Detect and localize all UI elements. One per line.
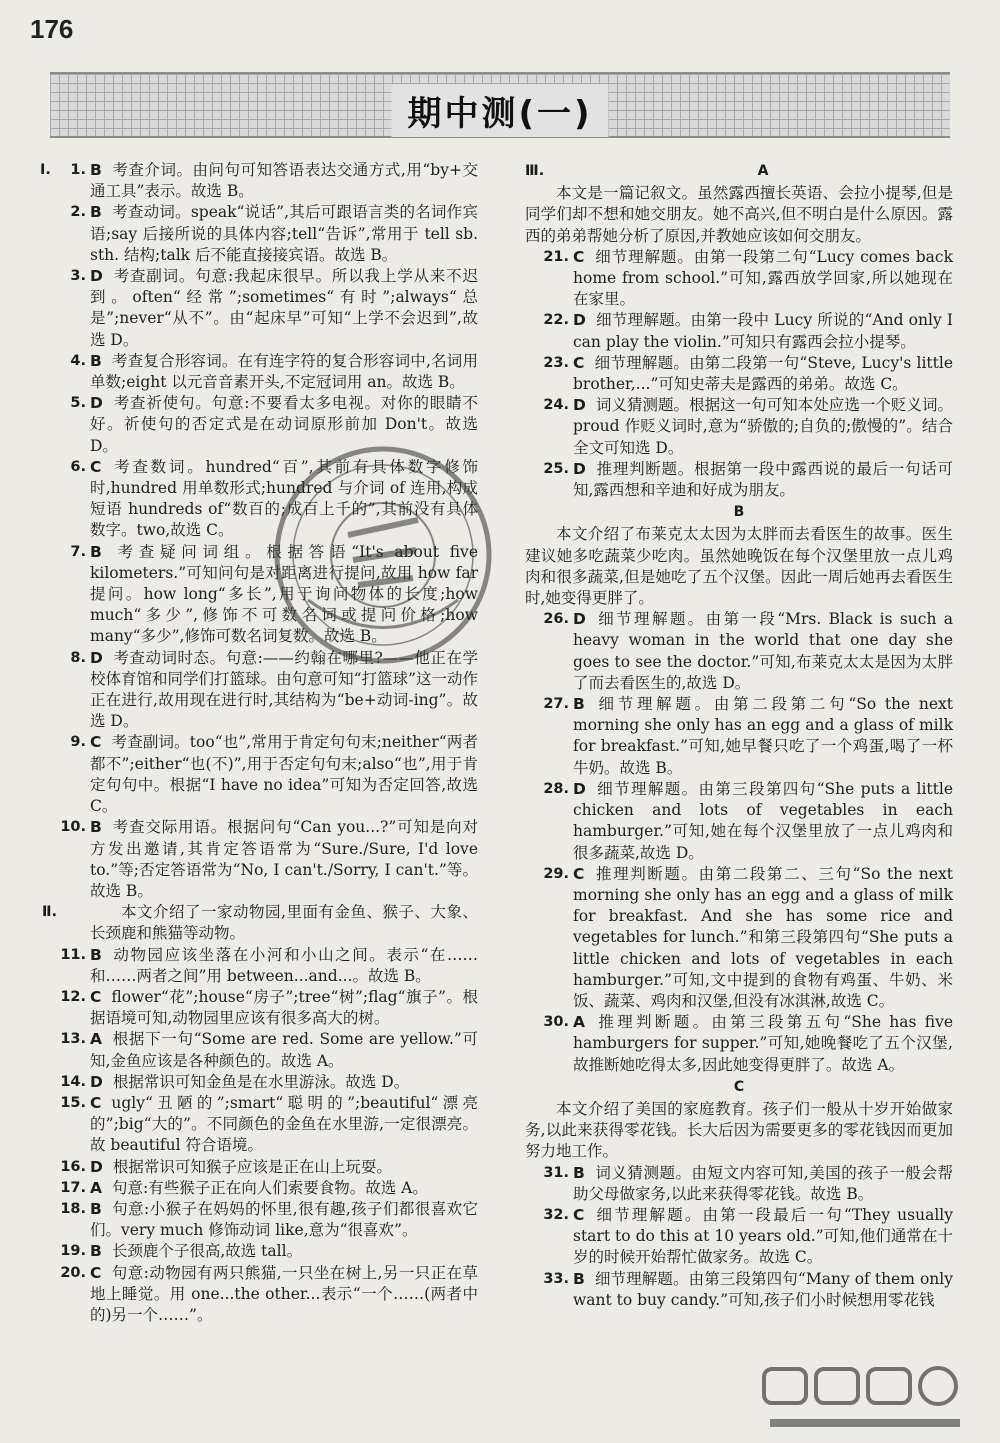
item-number <box>42 1157 86 1178</box>
item-number <box>42 648 86 669</box>
passage-heading: A <box>757 163 769 179</box>
question-number: 13. <box>60 1031 86 1048</box>
answer-letter: C <box>573 247 585 266</box>
answer-letter: B <box>90 542 102 561</box>
explanation-text: 考查副词。too“也”,常用于肯定句句末;neither“两者都不”;either“也(不)”,用于否定句句末;also“也”,用于肯定句句中。根据“I have no idea”可知为否定回答,故选 C。 <box>90 733 478 816</box>
answer-letter: B <box>90 1242 102 1261</box>
explanation-text: 长颈鹿个子很高,故选 tall。 <box>111 1242 303 1261</box>
answer-item <box>42 1157 478 1178</box>
item-number <box>525 1205 569 1226</box>
item-number <box>42 351 86 372</box>
question-number: 32. <box>543 1206 569 1223</box>
question-number: 8. <box>70 649 86 666</box>
answer-letter: C <box>90 1093 102 1112</box>
answer-letter: D <box>573 396 586 415</box>
answer-letter: D <box>573 779 586 798</box>
item-number <box>42 1093 86 1114</box>
explanation-text: 词义猜测题。由短文内容可知,美国的孩子一般会帮助父母做家务,以此来获得零花钱。故选 B。 <box>573 1163 953 1203</box>
question-number: 6. <box>70 458 86 475</box>
answer-letter: B <box>90 203 102 222</box>
answer-item <box>42 1178 478 1199</box>
item-number <box>525 779 569 800</box>
answer-item <box>525 694 953 779</box>
answer-letter: D <box>90 267 103 286</box>
explanation-text: 考查复合形容词。在有连字符的复合形容词中,名词用单数;eight 以元音音素开头,不定冠词用 an。故选 B。 <box>90 351 478 392</box>
answer-item <box>42 1072 478 1093</box>
section-header <box>525 161 953 182</box>
answer-letter: C <box>90 1263 102 1282</box>
item-number <box>42 393 86 414</box>
answer-letter: D <box>90 648 103 667</box>
passage-heading: B <box>733 504 745 521</box>
section-number: Ⅰ. <box>40 162 51 178</box>
answer-item <box>525 310 953 352</box>
explanation-text: 细节理解题。由第二段第二句“So the next morning she only has an egg and a glass of milk for breakfast.”可知,她早餐只吃了一个鸡蛋,喝了一杯牛奶。故选 B。 <box>573 695 953 777</box>
section-intro <box>42 902 478 944</box>
answer-letter: C <box>573 353 585 372</box>
explanation-text: 句意:小猴子在妈妈的怀里,很有趣,孩子们都很喜欢它们。very much 修饰动词 like,意为“很喜欢”。 <box>90 1199 478 1240</box>
explanation-text: 句意:有些猴子正在向人们索要食物。故选 A。 <box>112 1178 428 1197</box>
question-number: 25. <box>543 460 569 477</box>
question-number: 12. <box>60 988 86 1005</box>
explanation-text: 根据常识可知金鱼是在水里游泳。故选 D。 <box>112 1072 410 1091</box>
explanation-text: 动物园应该坐落在小河和小山之间。表示“在……和……两者之间”用 between...and...。故选 B。 <box>90 945 478 985</box>
answer-item <box>42 457 478 542</box>
answer-letter: A <box>90 1030 102 1049</box>
explanation-text: flower“花”;house“房子”;tree“树”;flag“旗子”。根据语境可知,动物园里应该有很多高大的树。 <box>90 987 478 1028</box>
item-number <box>525 1269 569 1290</box>
answer-letter: B <box>90 1199 102 1218</box>
question-number: 2. <box>70 204 86 221</box>
answer-item <box>525 1163 953 1205</box>
explanation-text: 考查介词。由问句可知答语表达交通方式,用“by+交通工具”表示。故选 B。 <box>90 161 478 201</box>
passage-heading: C <box>733 1078 745 1095</box>
passage-summary: 本文介绍了一家动物园,里面有金鱼、猴子、大象、长颈鹿和熊猫等动物。 <box>90 903 478 943</box>
question-number: 1. <box>70 162 86 178</box>
explanation-text: 推理判断题。由第三段第五句“She has five hamburgers for supper.”可知,她晚餐吃了五个汉堡,故推断她吃得太多,因此她变得更胖了。故选 A。 <box>573 1013 953 1074</box>
item-number <box>42 160 86 181</box>
question-number: 31. <box>543 1164 569 1181</box>
item-number <box>42 1241 86 1262</box>
answer-letter: B <box>90 161 102 179</box>
question-number: 22. <box>543 312 569 329</box>
passage-summary: 本文是一篇记叙文。虽然露西擅长英语、会拉小提琴,但是同学们却不想和她交朋友。她不高兴,但不明白是什么原因。露西的弟弟帮她分析了原因,并教她应该如何交朋友。 <box>525 184 953 245</box>
item-number <box>42 1029 86 1050</box>
question-number: 29. <box>543 865 569 882</box>
question-number: 11. <box>60 946 86 963</box>
answer-letter: A <box>90 1178 102 1197</box>
explanation-text: 根据常识可知猴子应该是正在山上玩耍。 <box>112 1157 392 1176</box>
title-banner <box>50 72 950 138</box>
answer-item <box>525 779 953 864</box>
answer-item <box>525 247 953 311</box>
answer-item <box>42 732 478 817</box>
section-number: Ⅲ. <box>525 163 545 179</box>
page-number: 176 <box>30 14 74 44</box>
explanation-text: 细节理解题。由第一段第二句“Lucy comes back home from school.”可知,露西放学回家,所以她现在在家里。 <box>573 247 953 309</box>
item-number <box>42 987 86 1008</box>
answer-item <box>525 1269 953 1311</box>
answer-letter: D <box>90 1157 103 1176</box>
question-number: 15. <box>60 1094 86 1111</box>
answer-item <box>525 609 953 694</box>
answer-letter: B <box>90 351 102 370</box>
answer-item <box>525 459 953 501</box>
answer-letter: D <box>573 311 586 330</box>
answer-letter: D <box>90 1072 103 1091</box>
answer-item <box>525 1012 953 1076</box>
explanation-text: 考查副词。句意:我起床很早。所以我上学从来不迟到。often“经常”;sometimes“有时”;always“总是”;never“从不”。由“起床早”可知“上学不会迟到”,故选 D。 <box>90 267 478 349</box>
passage-summary: 本文介绍了美国的家庭教育。孩子们一般从十岁开始做家务,以此来获得零花钱。长大后因为需要更多的零花钱因而更加努力地工作。 <box>525 1099 953 1161</box>
explanation-text: 词义猜测题。根据这一句可知本处应选一个贬义词。proud 作贬义词时,意为“骄傲的;自负的;傲慢的”。结合全文可知选 D。 <box>573 396 953 457</box>
item-number <box>42 817 86 838</box>
explanation-text: 考查祈使句。句意:不要看太多电视。对你的眼睛不好。祈使句的否定式是在动词原形前加 Don't。故选 D。 <box>90 394 478 455</box>
answer-item <box>42 1263 478 1327</box>
answer-item <box>42 202 478 266</box>
section-number: Ⅱ. <box>42 904 58 921</box>
answer-item <box>42 648 478 733</box>
answer-letter: B <box>90 945 102 964</box>
question-number: 5. <box>70 395 86 412</box>
answer-letter: C <box>90 457 102 476</box>
question-number: 14. <box>60 1073 86 1090</box>
question-number: 21. <box>543 248 569 265</box>
explanation-text: 考查交际用语。根据问句“Can you...?”可知是向对方发出邀请,其肯定答语常为“Sure./Sure, I'd love to.”等;否定答语常为“No, I can't./Sorry, I can't.”等。故选 B。 <box>90 818 478 900</box>
answer-letter: B <box>573 1269 585 1288</box>
answer-item <box>42 1241 478 1262</box>
explanation-text: 考查数词。hundred“百”,其前有具体数字修饰时,hundred 用单数形式;hundred 与介词 of 连用,构成短语 hundreds of“数百的;成百上千的”,其前没有具体数字。two,故选 C。 <box>90 457 478 540</box>
answer-item <box>42 817 478 902</box>
passage-summary: 本文介绍了布莱克太太因为太胖而去看医生的故事。医生建议她多吃蔬菜少吃肉。虽然她晚饭在每个汉堡里放一点儿鸡肉和很多蔬菜,但是她吃了五个汉堡。因此一周后她再去看医生时,她变得更胖了。 <box>525 525 953 608</box>
question-number: 10. <box>60 819 86 836</box>
answer-item <box>42 987 478 1029</box>
answer-letter: B <box>573 1163 585 1182</box>
item-number <box>42 542 86 563</box>
answer-item <box>42 393 478 457</box>
explanation-text: 句意:动物园有两只熊猫,一只坐在树上,另一只正在草地上睡觉。用 one...the other...表示“一个……(两者中的)另一个……”。 <box>90 1263 478 1324</box>
item-number <box>42 945 86 966</box>
explanation-text: 细节理解题。由第三段第四句“She puts a little chicken and lots of vegetables in each hamburger.”可知,她在每个汉堡里放了一点儿鸡肉和很多蔬菜,故选 D。 <box>573 779 953 862</box>
answer-item <box>525 1205 953 1269</box>
item-number <box>42 266 86 287</box>
item-number <box>525 694 569 715</box>
question-number: 28. <box>543 780 569 797</box>
item-number <box>525 609 569 630</box>
left-column <box>42 160 478 1326</box>
question-number: 4. <box>70 352 86 369</box>
question-number: 24. <box>543 397 569 414</box>
title-box <box>391 84 608 137</box>
question-number: 20. <box>60 1264 86 1281</box>
answer-item <box>42 266 478 351</box>
explanation-text: 考查动词。speak“说话”,其后可跟语言类的名词作宾语;say 后接所说的具体内容;tell“告诉”,常用于 tell sb. sth. 结构;talk 后不能直接接宾语。故选 B。 <box>90 203 478 264</box>
item-number <box>525 310 569 331</box>
item-number <box>525 1163 569 1184</box>
explanation-text: ugly“丑陋的”;smart“聪明的”;beautiful“漂亮的”;big“大的”。不同颜色的金鱼在水里游,一定很漂亮。故 beautiful 符合语境。 <box>90 1093 478 1155</box>
explanation-text: 细节理解题。由第一段中 Lucy 所说的“And only I can play the violin.”可知只有露西会拉小提琴。 <box>573 311 953 351</box>
item-number <box>42 202 86 223</box>
answer-letter: B <box>90 818 102 837</box>
item-number <box>525 459 569 480</box>
item-number <box>42 457 86 478</box>
answer-letter: C <box>573 864 585 883</box>
answer-item <box>42 945 478 987</box>
explanation-text: 细节理解题。由第一段“Mrs. Black is such a heavy woman in the world that one day she goes to see the doctor.”可知,布莱克太太是因为太胖了而去看医生的,故选 D。 <box>573 610 953 692</box>
answer-letter: D <box>573 459 586 478</box>
answer-item <box>42 542 478 648</box>
item-number <box>525 247 569 268</box>
answer-item <box>525 864 953 1012</box>
answer-item <box>42 160 478 202</box>
item-number <box>42 1178 86 1199</box>
explanation-text: 考查动词时态。句意:——约翰在哪里?——他正在学校体育馆和同学们打篮球。由句意可知“打篮球”这一动作正在进行,故用现在进行时,其结构为“be+动词-ing”。故选 D。 <box>90 648 478 731</box>
question-number: 16. <box>60 1158 86 1175</box>
answer-letter: D <box>90 394 103 413</box>
answer-letter: C <box>573 1205 585 1224</box>
explanation-text: 根据下一句“Some are red. Some are yellow.”可知,金鱼应该是各种颜色的。故选 A。 <box>90 1030 478 1070</box>
explanation-text: 细节理解题。由第二段第一句“Steve, Lucy's little brother,...”可知史蒂夫是露西的弟弟。故选 C。 <box>573 353 953 394</box>
answer-item <box>42 1093 478 1157</box>
question-number: 9. <box>70 734 86 751</box>
explanation-text: 细节理解题。由第一段最后一句“They usually start to do this at 10 years old.”可知,他们通常在十岁的时候开始帮忙做家务。故选 C。 <box>573 1205 953 1267</box>
answer-item <box>525 353 953 395</box>
answer-item <box>42 351 478 393</box>
question-number: 18. <box>60 1200 86 1217</box>
item-number <box>525 1012 569 1033</box>
question-number: 27. <box>543 696 569 713</box>
item-number <box>525 395 569 416</box>
item-number <box>42 1199 86 1220</box>
answer-letter: B <box>573 695 585 714</box>
question-number: 19. <box>60 1243 86 1260</box>
answer-item <box>42 1199 478 1241</box>
question-number: 26. <box>543 611 569 628</box>
answer-item <box>525 395 953 459</box>
right-column <box>525 160 953 1311</box>
page-title: 期中测(一) <box>407 94 593 134</box>
question-number: 23. <box>543 354 569 371</box>
question-number: 17. <box>60 1179 86 1196</box>
answer-letter: C <box>90 987 102 1006</box>
answer-letter: D <box>573 610 586 629</box>
explanation-text: 细节理解题。由第三段第四句“Many of them only want to buy candy.”可知,孩子们小时候想用零花钱 <box>573 1269 953 1309</box>
answer-item <box>42 1029 478 1071</box>
answer-letter: C <box>90 733 102 752</box>
item-number <box>42 732 86 753</box>
explanation-text: 推理判断题。由第二段第二、三句“So the next morning she only has an egg and a glass of milk for breakfast. And she has some rice and vegetables for lunch.”和第三段第四句“She puts a little chicken and lots of vegetables in each hamburger.”可知,文中提到的食物有鸡蛋、牛奶、米饭、蔬菜、鸡肉和汉堡,但没有冰淇淋,故选 C。 <box>573 864 953 1010</box>
explanation-text: 推理判断题。根据第一段中露西说的最后一句话可知,露西想和辛迪和好成为朋友。 <box>573 459 953 500</box>
question-number: 7. <box>70 543 86 560</box>
item-number <box>42 1072 86 1093</box>
answer-letter: A <box>573 1013 585 1032</box>
item-number <box>42 1263 86 1284</box>
question-number: 30. <box>543 1014 569 1031</box>
explanation-text: 考查疑问词组。根据答语“It's about five kilometers.”可知问句是对距离进行提问,故用 how far 提问。how long“多长”,用于询问物体的长度;how much“多少”,修饰不可数名词或提问价格;how many“多少”,修饰可数名词复数。故选 B。 <box>90 542 478 646</box>
item-number <box>525 353 569 374</box>
question-number: 3. <box>70 268 86 285</box>
item-number <box>525 864 569 885</box>
question-number: 33. <box>543 1270 569 1287</box>
watermark-logo <box>760 1365 970 1437</box>
